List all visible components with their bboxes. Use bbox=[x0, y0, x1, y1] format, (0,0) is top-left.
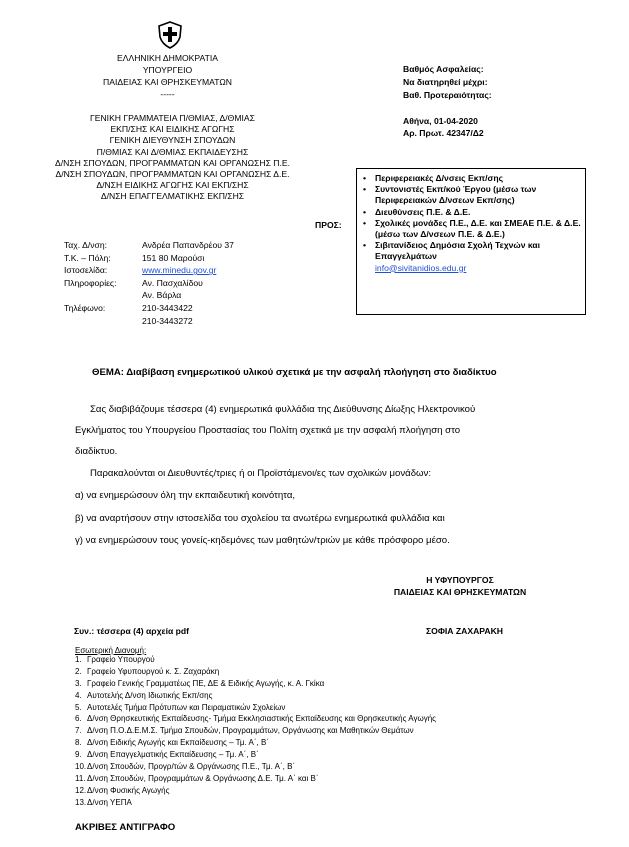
directorate-line: Π/ΘΜΙΑΣ ΚΑΙ Δ/ΘΜΙΑΣ ΕΚΠΑΙΔΕΥΣΗΣ bbox=[96, 146, 249, 157]
contact-value: Αν. Πασχαλίδου bbox=[142, 277, 203, 288]
signature-role-line: Η ΥΦΥΠΟΥΡΓΟΣ bbox=[426, 575, 494, 585]
directorate-line: Δ/ΝΣΗ ΣΠΟΥΔΩΝ, ΠΡΟΓΡΑΜΜΑΤΩΝ ΚΑΙ ΟΡΓΑΝΩΣΗΣ Δ.Ε. bbox=[55, 168, 290, 179]
contact-value: 210-3443422 bbox=[142, 302, 193, 313]
meta-line: Βαθ. Προτεραιότητας: bbox=[403, 90, 492, 101]
security-meta bbox=[403, 64, 603, 104]
contact-value: Αν. Βάρλα bbox=[142, 290, 182, 301]
signatory-name: ΣΟΦΙΑ ΖΑΧΑΡΑΚΗ bbox=[426, 626, 503, 636]
distribution-item: Γραφείο Υφυπουργού κ. Σ. Ζαχαράκη bbox=[87, 666, 220, 676]
contact-label bbox=[64, 316, 142, 329]
distribution-item: Δ/νση Π.Ο.Δ.Ε.Μ.Σ. Τμήμα Σπουδών, Προγραμμάτων, Οργάνωσης και Μαθητικών Θεμάτων bbox=[87, 726, 414, 736]
meta-line: Να διατηρηθεί μέχρι: bbox=[403, 77, 488, 88]
action-item: α) να ενημερώσουν όλη την εκπαιδευτική κοινότητα, bbox=[75, 490, 296, 501]
recipient-item: • Συντονιστές Εκπ/κού Έργου (μέσω των Περιφερειακών Δ/νσεων Εκπ/σης) bbox=[375, 184, 581, 206]
distribution-item: Δ/νση Ειδικής Αγωγής και Εκπαίδευσης – Τμ. Α΄, Β΄ bbox=[87, 738, 269, 748]
directorate-line: ΓΕΝΙΚΗ ΓΡΑΜΜΑΤΕΙΑ Π/ΘΜΙΑΣ, Δ/ΘΜΙΑΣ bbox=[90, 113, 255, 123]
document-date: Αθήνα, 01-04-2020 bbox=[403, 116, 478, 126]
recipient-email-link[interactable]: info@sivitanidios.edu.gr bbox=[375, 262, 467, 273]
action-item: β) να αναρτήσουν στην ιστοσελίδα του σχολείου τα ανωτέρω ενημερωτικά φυλλάδια και bbox=[75, 513, 445, 524]
directorate-line: Δ/ΝΣΗ ΣΠΟΥΔΩΝ, ΠΡΟΓΡΑΜΜΑΤΩΝ ΚΑΙ ΟΡΓΑΝΩΣΗΣ Π.Ε. bbox=[54, 157, 290, 168]
recipient-item: • Περιφερειακές Δ/νσεις Εκπ/σης bbox=[375, 173, 581, 184]
distribution-list: 1. Γραφείο Υπουργού 2. Γραφείο Υφυπουργού κ. Σ. Ζαχαράκη 3. Γραφείο Γενικής Γραμματέως ΠΕ, ΔΕ & Ειδικής Αγωγής, κ. Α. Γκίκα 4. Αυτοτελής Δ/νση Ιδιωτικής Εκπ/σης 5. Αυτοτελές Τμήμα Πρότυπων και Πειραματικών Σχολείων 6. Δ/νση Θρησκευτικής Εκπαίδευσης- Τμήμα Εκκλησιαστικής Εκπαίδευσης και Θρησκευτικής Αγωγής 7. Δ/νση Π.Ο.Δ.Ε.Μ.Σ. Τμήμα Σπουδών, Προγραμμάτων, Οργάνωσης και Μαθητικών Θεμάτων 8. Δ/νση Ειδικής Αγωγής και Εκπαίδευσης – Τμ. Α΄, Β΄ 9. Δ/νση Επαγγελματικής Εκπαίδευσης – Τμ. Α΄, Β΄ 10. Δ/νση Σπουδών, Προγρ/τών & Οργάνωσης Π.Ε., Τμ. Α΄, Β΄ 11. Δ/νση Σπουδών, Προγραμμάτων & Οργάνωσης Δ.Ε. Τμ. Α΄ και Β΄ 12. Δ/νση Φυσικής Αγωγής 13. Δ/νση ΥΕΠΑ bbox=[75, 655, 495, 810]
attachments-note: Συν.: τέσσερα (4) αρχεία pdf bbox=[74, 626, 190, 636]
contact-label: Τ.Κ. – Πόλη: bbox=[64, 252, 111, 263]
distribution-title: Εσωτερική Διανομή: bbox=[75, 646, 147, 655]
distribution-item: Δ/νση Επαγγελματικής Εκπαίδευσης – Τμ. Α΄, Β΄ bbox=[87, 750, 259, 760]
action-item: γ) να ενημερώσουν τους γονείς-κηδεμόνες των μαθητών/τριών με κάθε πρόσφορο μέσο. bbox=[75, 535, 450, 546]
header-line: ----- bbox=[160, 89, 175, 99]
distribution-item: Δ/νση Σπουδών, Προγρ/τών & Οργάνωσης Π.Ε., Τμ. Α΄, Β΄ bbox=[87, 762, 296, 772]
header-line: ΕΛΛΗΝΙΚΗ ΔΗΜΟΚΡΑΤΙΑ bbox=[117, 53, 218, 63]
contact-value: 151 80 Μαρούσι bbox=[142, 252, 205, 263]
directorate-line: ΓΕΝΙΚΗ ΔΙΕΥΘΥΝΣΗ ΣΠΟΥΔΩΝ bbox=[109, 135, 236, 146]
recipient-item: • Σχολικές μονάδες Π.Ε., Δ.Ε. και ΣΜΕΑΕ Π.Ε. & Δ.Ε. (μέσω των Δ/νσεων Π.Ε. & Δ.Ε.) bbox=[375, 218, 581, 240]
distribution-item: Δ/νση Θρησκευτικής Εκπαίδευσης- Τμήμα Εκκλησιαστικής Εκπαίδευσης και Θρησκευτικής Αγωγής bbox=[87, 714, 437, 724]
greek-emblem-icon bbox=[155, 20, 185, 50]
contact-label: Ταχ. Δ/νση: bbox=[64, 240, 107, 250]
distribution-item: Δ/νση Σπουδών, Προγραμμάτων & Οργάνωσης Δ.Ε. Τμ. Α΄ και Β΄ bbox=[87, 773, 319, 783]
distribution-item: Γραφείο Γενικής Γραμματέως ΠΕ, ΔΕ & Ειδικής Αγωγής, κ. Α. Γκίκα bbox=[87, 678, 325, 688]
body-paragraph-line: διαδίκτυο. bbox=[75, 446, 118, 457]
body-paragraph-line: Εγκλήματος του Υπουργείου Προστασίας του Πολίτη σχετικά με την ασφαλή πλοήγηση στο bbox=[75, 425, 461, 436]
recipient-item: • Σιβιτανίδειος Δημόσια Σχολή Τεχνών και Επαγγελμάτων bbox=[375, 240, 581, 262]
body-paragraph-line: Παρακαλούνται οι Διευθυντές/τριες ή οι Προϊστάμενοι/ες των σχολικών μονάδων: bbox=[90, 468, 432, 479]
header-line: ΥΠΟΥΡΓΕΙΟ bbox=[142, 65, 193, 75]
distribution-item: Δ/νση ΥΕΠΑ bbox=[87, 797, 132, 807]
header-line: ΠΑΙΔΕΙΑΣ ΚΑΙ ΘΡΗΣΚΕΥΜΑΤΩΝ bbox=[103, 77, 232, 87]
to-label: ΠΡΟΣ: bbox=[315, 220, 342, 230]
recipients-box bbox=[356, 168, 586, 315]
contact-label: Τηλέφωνο: bbox=[64, 302, 106, 313]
recipient-item: • Διευθύνσεις Π.Ε. & Δ.Ε. bbox=[375, 207, 581, 218]
directorate-line: ΕΚΠ/ΣΗΣ ΚΑΙ ΕΙΔΙΚΗΣ ΑΓΩΓΗΣ bbox=[110, 124, 235, 135]
contact-label: Ιστοσελίδα: bbox=[64, 265, 108, 276]
distribution-item: Γραφείο Υπουργού bbox=[87, 655, 155, 664]
directorate-line: Δ/ΝΣΗ ΕΙΔΙΚΗΣ ΑΓΩΓΗΣ ΚΑΙ ΕΚΠ/ΣΗΣ bbox=[96, 180, 249, 191]
body-paragraph-line: Σας διαβιβάζουμε τέσσερα (4) ενημερωτικά φυλλάδια της Διεύθυνσης Δίωξης Ηλεκτρονικού bbox=[90, 404, 476, 415]
signature-role bbox=[380, 575, 540, 599]
distribution-item: Δ/νση Φυσικής Αγωγής bbox=[87, 785, 170, 795]
protocol-number: Αρ. Πρωτ. 42347/Δ2 bbox=[403, 128, 484, 138]
contact-label: Πληροφορίες: bbox=[64, 277, 117, 288]
directorate-line: Δ/ΝΣΗ ΕΠΑΓΓΕΛΜΑΤΙΚΗΣ ΕΚΠ/ΣΗΣ bbox=[100, 191, 245, 202]
subject-line: ΘΕΜΑ: Διαβίβαση ενημερωτικού υλικού σχετικά με την ασφαλή πλοήγηση στο διαδίκτυο bbox=[92, 367, 497, 378]
directorates-block bbox=[30, 113, 315, 203]
contact-label bbox=[64, 290, 142, 303]
certified-copy-label: ΑΚΡΙΒΕΣ ΑΝΤΙΓΡΑΦΟ bbox=[75, 822, 176, 833]
distribution-item: Αυτοτελής Δ/νση Ιδιωτικής Εκπ/σης bbox=[87, 690, 213, 700]
contact-block bbox=[64, 240, 324, 328]
ministry-header bbox=[75, 53, 260, 101]
website-link[interactable]: www.minedu.gov.gr bbox=[142, 265, 217, 276]
contact-value: Ανδρέα Παπανδρέου 37 bbox=[142, 240, 234, 250]
distribution-item: Αυτοτελές Τμήμα Πρότυπων και Πειραματικών Σχολείων bbox=[87, 702, 286, 712]
signature-role-line: ΠΑΙΔΕΙΑΣ ΚΑΙ ΘΡΗΣΚΕΥΜΑΤΩΝ bbox=[393, 587, 527, 598]
contact-value: 210-3443272 bbox=[142, 315, 193, 326]
meta-line: Βαθμός Ασφαλείας: bbox=[403, 64, 484, 74]
